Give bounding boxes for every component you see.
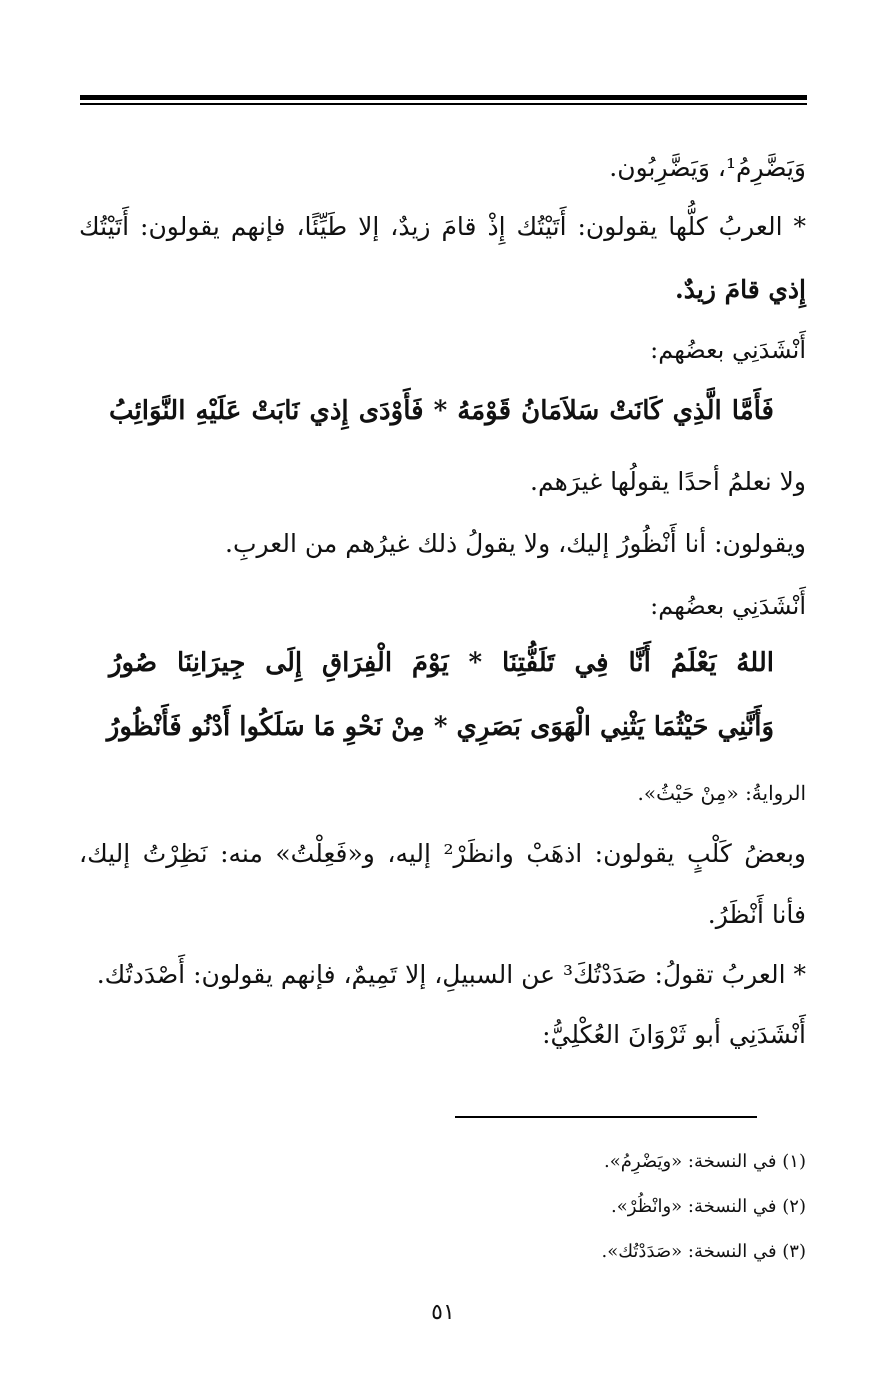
verse-intro-2: أَنْشَدَنِي بعضُهم: xyxy=(650,592,806,620)
text-line-1: وَيَضَّرِمُ¹، وَيَضَّرِبُون. xyxy=(609,153,806,182)
verse-intro-1: أَنْشَدَنِي بعضُهم: xyxy=(650,336,806,364)
text-line-15: أَنْشَدَنِي أبو ثَرْوَانَ العُكْلِيُّ: xyxy=(542,1020,806,1049)
text-line-13: فأنا أَنْظَرُ. xyxy=(707,900,806,929)
page-number: ٥١ xyxy=(431,1300,455,1325)
footnote-2: (٢) في النسخة: «وانْظُرْ». xyxy=(611,1196,806,1217)
footnote-3: (٣) في النسخة: «صَدَدْتُك». xyxy=(601,1241,806,1262)
poem-verse-1: فَأَمَّا الَّذِي كَانَتْ سَلاَمَانُ قَوْمَهُ * فَأَوْدَى إِذي نَابَتْ عَلَيْهِ النَّوَائِبُ xyxy=(109,396,774,426)
header-rule-thick xyxy=(80,95,807,100)
text-line-12: وبعضُ كَلْبٍ يقولون: اذهَبْ وانظَرْ² إليه، و«فَعِلْتُ» منه: نَظِرْتُ إليك، xyxy=(79,839,806,868)
riwaya-note: الروايةُ: «مِنْ حَيْثُ». xyxy=(637,781,806,805)
text-line-6: ولا نعلمُ أحدًا يقولُها غيرَهم. xyxy=(530,467,806,496)
footnote-separator xyxy=(455,1116,757,1118)
footnote-1: (١) في النسخة: «ويَضْرِمُ». xyxy=(604,1151,806,1172)
poem-verse-3: وَأَنَّنِي حَيْثُمَا يَثْنِي الْهَوَى بَصَرِي * مِنْ نَحْوِ مَا سَلَكُوا أَدْنُو فَأَنْظُورُ xyxy=(106,712,774,742)
header-rule-thin xyxy=(80,103,807,105)
poem-verse-2: اللهُ يَعْلَمُ أَنَّا فِي تَلَفُّتِنَا * يَوْمَ الْفِرَاقِ إِلَى جِيرَانِنَا صُورُ xyxy=(109,648,774,678)
text-line-14: * العربُ تقولُ: صَدَدْتُكَ³ عن السبيلِ، إلا تَمِيمٌ، فإنهم يقولون: أَصْدَدتُك. xyxy=(96,960,806,989)
text-line-2: * العربُ كلُّها يقولون: أَتَيْتُك إِذْ قامَ زيدٌ، إلا طَيِّئًا، فإنهم يقولون: أَتَيْتُك xyxy=(79,212,806,241)
text-line-7: ويقولون: أنا أَنْظُورُ إليك، ولا يقولُ ذلك غيرُهم من العربِ. xyxy=(225,529,806,558)
text-line-3: إِذي قامَ زيدٌ. xyxy=(675,275,806,304)
